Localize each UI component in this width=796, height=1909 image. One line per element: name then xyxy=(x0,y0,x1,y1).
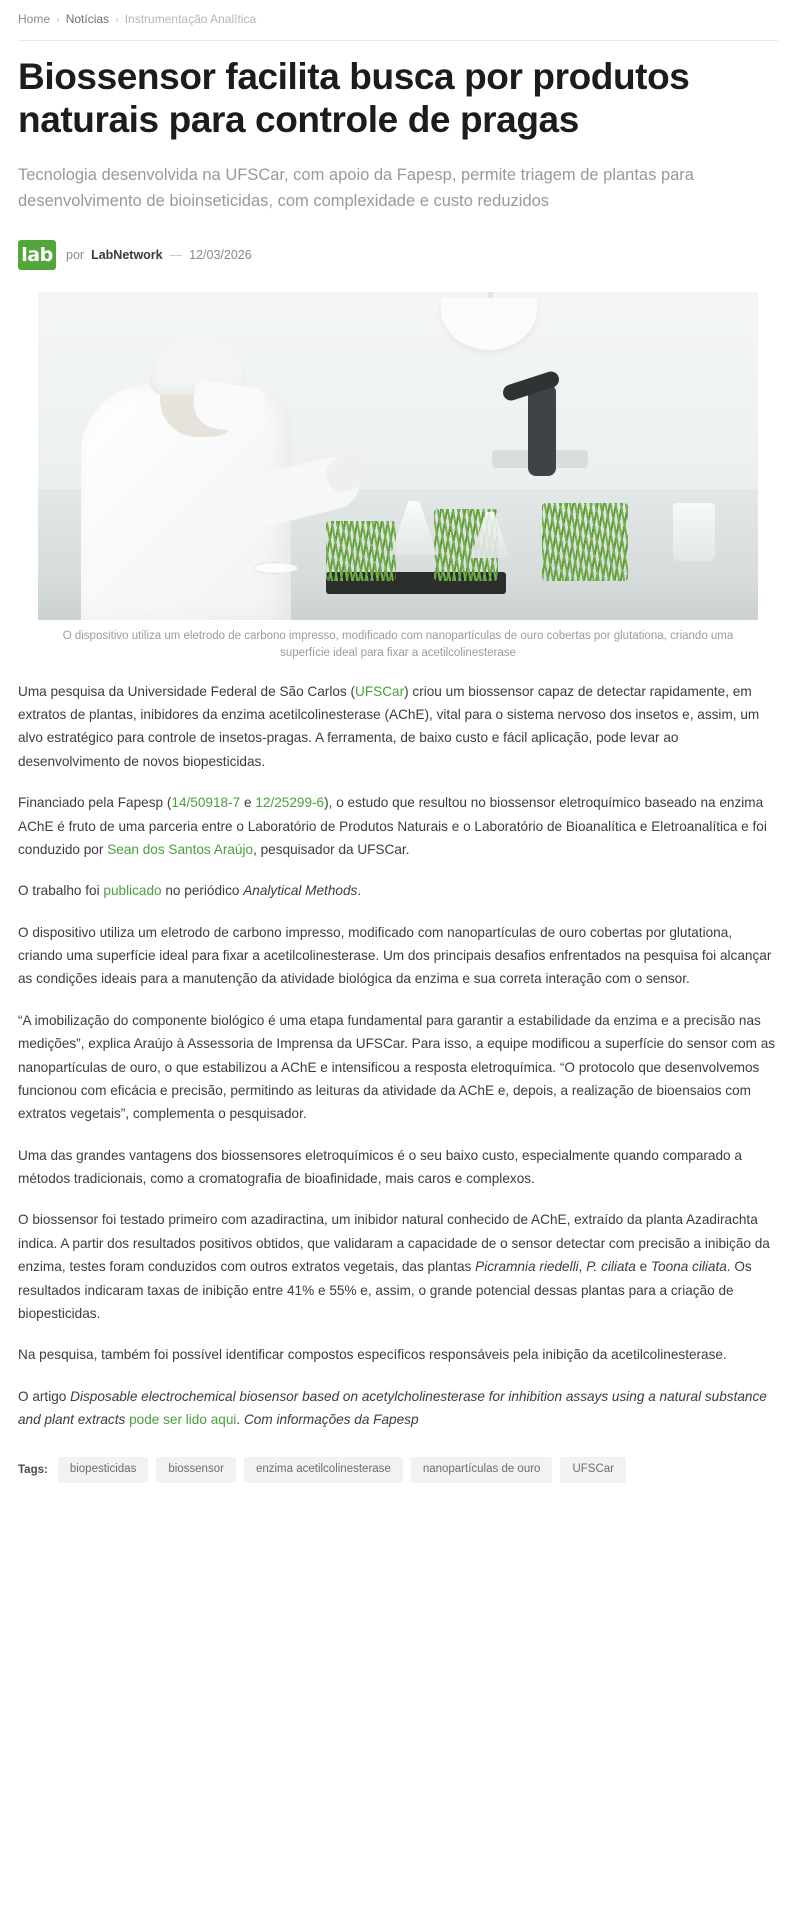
article-emphasis: Disposable electrochemical biosensor based on acetylcholinesterase for inhibition assays using a natural substance and plant extracts xyxy=(18,1388,767,1427)
article-emphasis: Toona ciliata xyxy=(650,1259,727,1275)
byline-author[interactable]: LabNetwork xyxy=(91,248,163,263)
article-text: , xyxy=(578,1259,587,1275)
tag-item[interactable]: UFSCar xyxy=(560,1457,626,1483)
tag-item[interactable]: nanopartículas de ouro xyxy=(411,1457,553,1483)
article-text: Na pesquisa, também foi possível identificar compostos específicos responsáveis pela inibição da acetilcolinesterase. xyxy=(18,1347,727,1363)
breadcrumb-item-noticias[interactable]: Notícias xyxy=(65,12,110,26)
article-text: ) criou um biossensor capaz de detectar rapidamente, em extratos de plantas, inibidores da enzima acetilcolinesterase (AChE), vital para o sistema nervoso dos insetos e, assim, um alvo estratégico para controle de insetos-pragas. A ferramenta, de baixo custo e fácil aplicação, pode levar ao desenvolvimento de novos biopesticidas. xyxy=(18,683,760,769)
breadcrumb-separator-icon: › xyxy=(56,13,60,26)
byline-prefix: por xyxy=(66,248,85,263)
photo-plant-sample xyxy=(542,503,628,581)
article-link[interactable]: UFSCar xyxy=(355,683,405,699)
article-text: no periódico xyxy=(161,883,244,899)
article-body xyxy=(0,680,796,1432)
article-text: “A imobilização do componente biológico é uma etapa fundamental para garantir a estabilidade da enzima e a precisão nas medições”, explica Araújo à Assessoria de Imprensa da UFSCar. Para isso, a equipe modificou a superfície do sensor com as nanopartículas de ouro, o que estabilizou a AChE e intensificou a resposta eletroquímica. “O protocolo que desenvolvemos funcionou com eficácia e precisão, permitindo as leituras da atividade da AChE e, depois, a realização de bioensaios com extratos vegetais”, complementa o pesquisador. xyxy=(18,1012,776,1122)
article-header xyxy=(0,0,796,270)
article-paragraph xyxy=(18,1208,778,1325)
article-paragraph xyxy=(18,791,778,861)
breadcrumb-separator-icon: › xyxy=(115,13,119,26)
photo-beaker xyxy=(673,503,715,561)
article-paragraph xyxy=(18,1385,778,1432)
article-paragraph xyxy=(18,680,778,774)
page-title: Biossensor facilita busca por produtos naturais para controle de pragas xyxy=(18,55,690,140)
tag-item[interactable]: biopesticidas xyxy=(58,1457,148,1483)
photo-plant-sample xyxy=(326,521,396,581)
article-text: O biossensor foi testado primeiro com azadiractina, um inibidor natural conhecido de AChE, extraído da planta Azadirachta indica. A partir dos resultados positivos obtidos, que validaram a capacidade de o sensor detectar com precisão a inibição da enzima, testes foram conduzidos com outros extratos vegetais, das plantas xyxy=(18,1212,770,1275)
article-text: . Os resultados indicaram taxas de inibição entre 41% e 55% e, assim, o grande potencial dessas plantas para a criação de biopesticidas. xyxy=(18,1259,752,1321)
breadcrumb-item-current: Instrumentação Analítica xyxy=(124,12,257,26)
article-emphasis: Com informações da Fapesp xyxy=(243,1412,419,1427)
breadcrumb-item-home[interactable]: Home xyxy=(18,12,51,26)
article-text: Uma das grandes vantagens dos biossensores eletroquímicos é o seu baixo custo, especialmente quando comparado a métodos tradicionais, como a cromatografia de bioafinidade, mais caros e complexos. xyxy=(18,1147,742,1186)
article-text: . xyxy=(236,1412,244,1427)
photo-microscope-body xyxy=(528,384,556,476)
byline-date: 12/03/2026 xyxy=(189,248,252,263)
article-text: ), o estudo que resultou no biossensor eletroquímico baseado na enzima AChE é fruto de uma parceria entre o Laboratório de Produtos Naturais e o Laboratório de Bioanalítica e Eletroanalítica e foi conduzido por xyxy=(18,795,767,857)
article-text: e xyxy=(240,795,256,811)
lead-figure xyxy=(0,292,796,661)
lead-image xyxy=(38,292,758,620)
article-paragraph xyxy=(18,1343,778,1366)
article-text: O artigo xyxy=(18,1388,71,1404)
article-emphasis: Picramnia riedelli xyxy=(475,1259,579,1275)
article-text: . xyxy=(357,883,362,899)
article-emphasis: P. ciliata xyxy=(586,1259,636,1275)
article-link[interactable]: 14/50918-7 xyxy=(171,795,241,811)
article-text: O trabalho foi xyxy=(18,883,104,899)
figure-caption: O dispositivo utiliza um eletrodo de carbono impresso, modificado com nanopartículas de ouro cobertas por glutationa, criando uma superfície ideal para fixar a acetilcolinesterase xyxy=(62,630,734,659)
article-emphasis: Analytical Methods xyxy=(243,883,358,899)
article-paragraph xyxy=(18,1144,778,1191)
byline-dash: — xyxy=(169,248,183,263)
article-link[interactable]: 12/25299-6 xyxy=(255,795,325,811)
article-text: Uma pesquisa da Universidade Federal de São Carlos ( xyxy=(18,683,355,699)
article-paragraph xyxy=(18,921,778,991)
article-paragraph xyxy=(18,1009,778,1126)
tag-item[interactable]: enzima acetilcolinesterase xyxy=(244,1457,403,1483)
header-divider xyxy=(18,40,778,41)
article-text: , pesquisador da UFSCar. xyxy=(253,841,410,857)
tags-section xyxy=(0,1457,796,1505)
tags-label: Tags: xyxy=(18,1464,48,1477)
article-link[interactable]: pode ser lido aqui xyxy=(129,1412,237,1427)
publisher-logo-icon: lab xyxy=(18,240,56,270)
article-text: Financiado pela Fapesp ( xyxy=(18,795,172,811)
article-text: O dispositivo utiliza um eletrodo de carbono impresso, modificado com nanopartículas de ouro cobertas por glutationa, criando uma superfície ideal para fixar a acetilcolinesterase. Um dos principais desafios enfrentados na pesquisa foi alcançar as condições ideais para a manutenção da atividade biológica da enzima e sua correta interação com o sensor. xyxy=(18,924,772,987)
article-link[interactable]: publicado xyxy=(103,883,162,899)
byline-text xyxy=(66,248,252,262)
article-standfirst: Tecnologia desenvolvida na UFSCar, com apoio da Fapesp, permite triagem de plantas para desenvolvimento de bioinseticidas, com complexidade e custo reduzidos xyxy=(18,166,694,210)
byline xyxy=(18,240,778,270)
tag-item[interactable]: biossensor xyxy=(156,1457,236,1483)
article-paragraph xyxy=(18,879,778,902)
article-link[interactable]: Sean dos Santos Araújo xyxy=(107,841,254,857)
article-text: e xyxy=(635,1259,651,1275)
breadcrumb xyxy=(18,0,778,34)
